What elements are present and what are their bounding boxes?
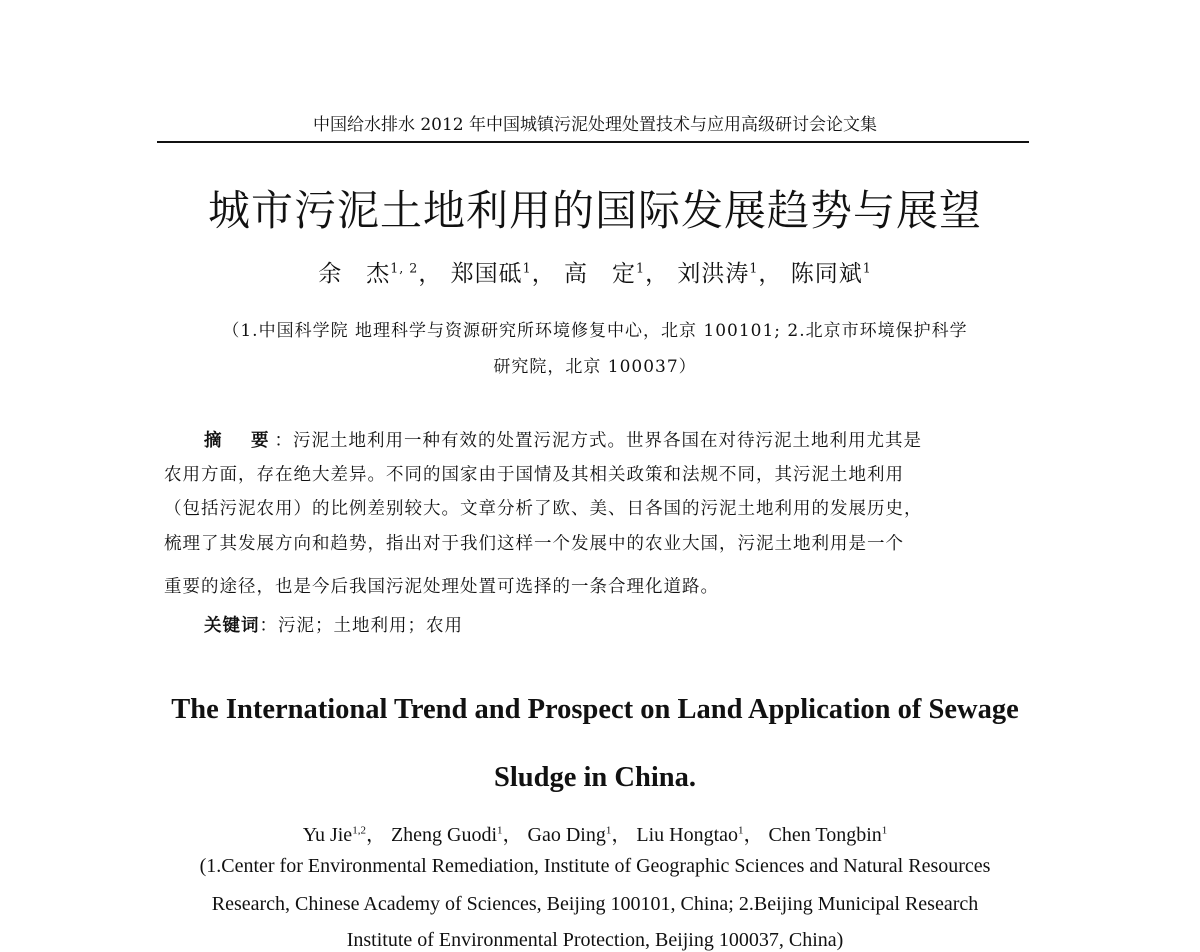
abstract-line: （包括污泥农用）的比例差别较大。文章分析了欧、美、日各国的污泥土地利用的发展历史， <box>164 499 923 519</box>
keywords-label: 关键词 <box>204 616 260 636</box>
header-rule <box>157 141 1029 143</box>
running-header: 中国给水排水 2012 年中国城镇污泥处理处置技术与应用高级研讨会论文集 <box>312 115 878 135</box>
author-en: Yu Jie$^{1,2}$， <box>302 824 386 846</box>
english-title-line: The International Trend and Prospect on Land Application of Sewage <box>171 694 1019 725</box>
author-cn: 陈同斌$^1$ <box>790 260 872 287</box>
author-en: Zheng Guodi$^1$， <box>390 824 523 846</box>
author-cn: 郑国砥$^1$， <box>450 260 556 287</box>
english-authors <box>160 818 1030 847</box>
author-cn: 刘洪涛$^1$， <box>677 260 783 287</box>
author-en: Gao Ding$^1$， <box>527 824 632 846</box>
author-cn: 高 定$^1$， <box>564 260 670 287</box>
chinese-affiliation-line: 研究院，北京 100037） <box>493 357 697 377</box>
abstract-line: 摘 要：污泥土地利用一种有效的处置污泥方式。世界各国在对待污泥土地利用尤其是 <box>204 431 922 451</box>
chinese-affiliation-line: （1.中国科学院 地理科学与资源研究所环境修复中心，北京 100101; 2.北京市环境保护科学 <box>222 321 968 341</box>
english-title-line: Sludge in China. <box>494 762 696 793</box>
author-cn: 余 杰$^{1, 2}$， <box>318 260 443 287</box>
chinese-authors <box>160 255 1030 288</box>
author-en: Liu Hongtao$^1$， <box>636 824 764 846</box>
abstract-line: 农用方面，存在绝大差异。不同的国家由于国情及其相关政策和法规不同，其污泥土地利用 <box>164 465 904 485</box>
chinese-title: 城市污泥土地利用的国际发展趋势与展望 <box>207 186 982 235</box>
keywords-text: 污泥；土地利用；农用 <box>278 616 463 636</box>
abstract-label: 摘 要 <box>204 431 275 451</box>
english-affiliation-line: Research, Chinese Academy of Sciences, Beijing 100101, China; 2.Beijing Municipal Research <box>211 893 979 915</box>
english-affiliation-line: Institute of Environmental Protection, Beijing 100037, China) <box>346 929 844 951</box>
keywords: 关键词：污泥；土地利用；农用 <box>204 616 463 636</box>
abstract-line: 重要的途径，也是今后我国污泥处理处置可选择的一条合理化道路。 <box>164 577 719 597</box>
author-en: Chen Tongbin$^1$ <box>768 824 888 846</box>
english-affiliation-line: (1.Center for Environmental Remediation, Institute of Geographic Sciences and Natural Resources <box>199 855 991 877</box>
abstract-line: 梳理了其发展方向和趋势，指出对于我们这样一个发展中的农业大国，污泥土地利用是一个 <box>164 534 904 554</box>
